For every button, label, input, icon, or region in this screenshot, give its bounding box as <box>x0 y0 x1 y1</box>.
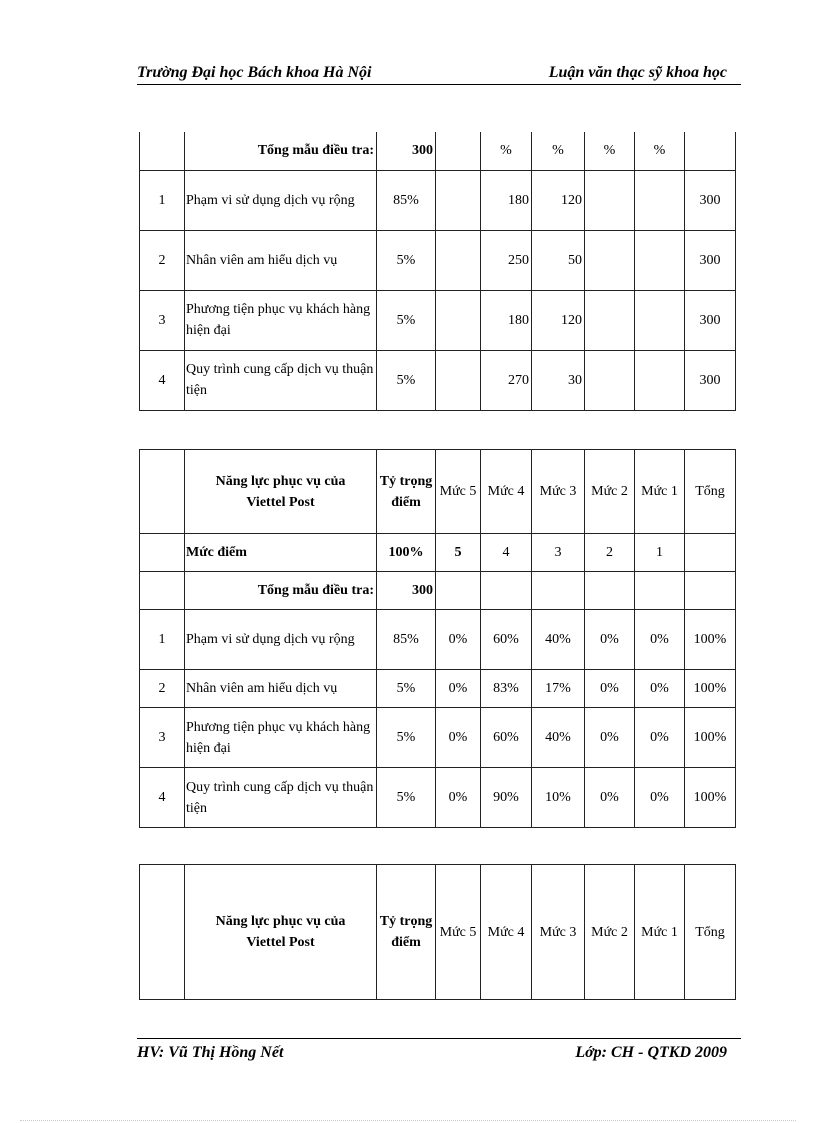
table-row: Tổng mẫu điều tra: 300 <box>140 572 736 610</box>
header-weight: Tỷ trọng điểm <box>377 865 436 1000</box>
header-university: Trường Đại học Bách khoa Hà Nội <box>137 64 372 81</box>
table-row: 2 Nhân viên am hiểu dịch vụ 5% 0% 83% 17% 0% 0% 100% <box>140 670 736 708</box>
percentage-table <box>139 449 736 828</box>
table-row: 3 Phương tiện phục vụ khách hàng hiện đại 5% 0% 60% 40% 0% 0% 100% <box>140 708 736 768</box>
table-header-row: Năng lực phục vụ của Viettel Post Tỷ trọng điểm Mức 5 Mức 4 Mức 3 Mức 2 Mức 1 Tổng <box>140 865 736 1000</box>
table-row: 2 Nhân viên am hiểu dịch vụ 5% 250 50 300 <box>140 230 736 290</box>
table-row: 4 Quy trình cung cấp dịch vụ thuận tiện 5% 0% 90% 10% 0% 0% 100% <box>140 768 736 828</box>
summary-label: Tổng mẫu điều tra: <box>185 132 377 170</box>
survey-count-table <box>139 132 736 411</box>
table-row: 3 Phương tiện phục vụ khách hàng hiện đại 5% 180 120 300 <box>140 290 736 350</box>
header-only-table <box>139 864 736 1000</box>
page-bottom-rule <box>20 1120 796 1121</box>
header-title: Năng lực phục vụ của Viettel Post <box>185 450 377 534</box>
table-row: 4 Quy trình cung cấp dịch vụ thuận tiện 5% 270 30 300 <box>140 350 736 410</box>
table-row: Tổng mẫu điều tra: 300 % % % % <box>140 132 736 170</box>
summary-value: 300 <box>377 132 436 170</box>
table-row: 1 Phạm vi sử dụng dịch vụ rộng 85% 180 120 300 <box>140 170 736 230</box>
header-title: Năng lực phục vụ của Viettel Post <box>185 865 377 1000</box>
table-header-row: Năng lực phục vụ của Viettel Post Tỷ trọng điểm Mức 5 Mức 4 Mức 3 Mức 2 Mức 1 Tổng <box>140 450 736 534</box>
table-row: 1 Phạm vi sử dụng dịch vụ rộng 85% 0% 60% 40% 0% 0% 100% <box>140 610 736 670</box>
page-header <box>137 62 741 85</box>
header-weight: Tỷ trọng điểm <box>377 450 436 534</box>
header-thesis-type: Luận văn thạc sỹ khoa học <box>548 64 727 81</box>
page-footer <box>137 1038 741 1063</box>
footer-class: Lớp: CH - QTKD 2009 <box>575 1044 727 1061</box>
footer-student: HV: Vũ Thị Hồng Nết <box>137 1044 284 1061</box>
table-row: Mức điểm 100% 5 4 3 2 1 <box>140 534 736 572</box>
